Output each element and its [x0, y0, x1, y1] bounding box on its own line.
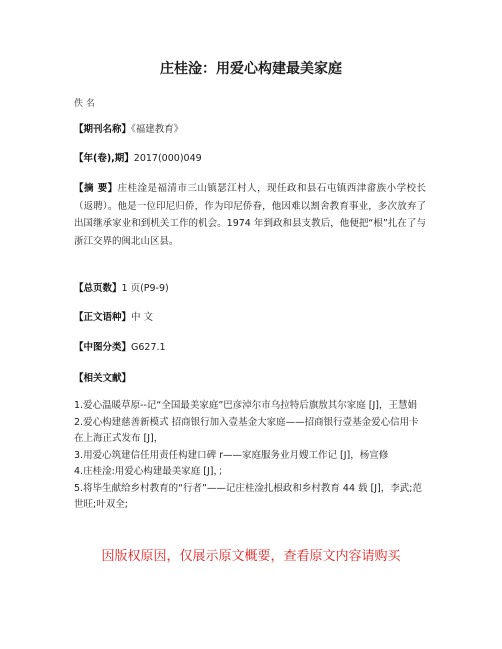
reference-item: 5.将毕生献给乡村教育的“行者”——记庄桂淦扎根政和乡村教育 44 载 [J]，李武;范世旺;叶双全; — [74, 482, 422, 510]
year-field — [74, 150, 426, 167]
references-list — [74, 398, 426, 514]
classification-label: 【中图分类】 — [74, 342, 132, 353]
year-value: 2017(000)049 — [133, 153, 202, 164]
journal-field — [74, 121, 426, 138]
language-value: 中 文 — [131, 312, 154, 323]
year-label: 【年(卷),期】 — [74, 153, 134, 164]
classification-value: G627.1 — [131, 342, 166, 353]
reference-item: 1.爱心温暖草原--记“全国最美家庭”巴彦淖尔市乌拉特后旗敖其尔家庭 [J]，王慧娟 — [74, 400, 417, 411]
pages-value: 1 页(P9-9) — [121, 283, 169, 294]
abstract-label: 【摘 要】 — [74, 183, 118, 194]
reference-item: 2.爱心构建慈善新模式 招商银行加入壹基金大家庭——招商银行壹基金爱心信用卡在上海正式发布 [J]， — [74, 416, 419, 444]
copyright-notice: 因版权原因，仅展示原文概要，查看原文内容请购买 — [101, 549, 401, 564]
pages-label: 【总页数】 — [74, 283, 122, 294]
journal-value: 《福建教育》 — [131, 124, 184, 135]
pages-field — [74, 280, 426, 297]
language-label: 【正文语种】 — [74, 312, 132, 323]
references-heading — [74, 370, 426, 387]
references-label: 【相关文献】 — [74, 373, 132, 384]
language-field — [74, 309, 426, 326]
abstract-field — [74, 180, 426, 250]
document-title: 庄桂淦：用爱心构建最美家庭 — [160, 61, 342, 77]
journal-label: 【期刊名称】 — [74, 124, 132, 135]
abstract-value: 庄桂淦是福清市三山镇瑟江村人，现任政和县石屯镇西津畲族小学校长（返聘）。他是一位印尼归侨，作为印尼侨眷，他因难以割舍教育事业，多次放弃了出国继承家业和到机关工作的机会。1974 年到政和县支教后，他便把“根”扎在了与浙江交界的闽北山区县。 — [74, 183, 426, 247]
document-author: 佚 名 — [74, 99, 95, 109]
reference-item: 4.庄桂淦:用爱心构建最美家庭 [J]，； — [74, 466, 228, 477]
classification-field — [74, 339, 426, 356]
reference-item: 3.用爱心筑建信任用责任构建口碑 r——家庭服务业月嫂工作记 [J]，杨宣修 — [74, 449, 389, 461]
